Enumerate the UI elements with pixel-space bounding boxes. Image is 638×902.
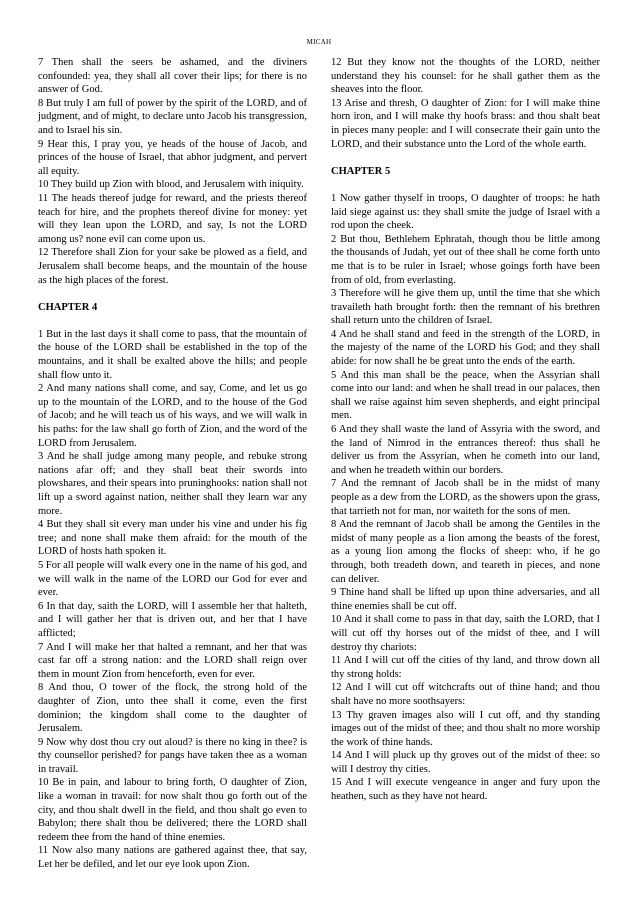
verse-paragraph: 7 Then shall the seers be ashamed, and the diviners confounded: yea, they shall all cover their lips; for there is no answer of God. bbox=[38, 57, 307, 96]
verse-paragraph: 7 And the remnant of Jacob shall be in the midst of many people as a dew from the LORD, as the showers upon the grass, that tarrieth not for man, nor waiteth for the sons of men. bbox=[331, 478, 600, 517]
verse-paragraph: 10 Be in pain, and labour to bring forth, O daughter of Zion, like a woman in travail: for now shalt thou go forth out of the city, and thou shalt dwell in the field, and thou shalt go even to Babylon; there shalt thou be delivered; there the LORD shall redeem thee from the hand of thine enemies. bbox=[38, 777, 307, 843]
verse-paragraph: 12 But they know not the thoughts of the LORD, neither understand they his counsel: for he shall gather them as the sheaves into the floor. bbox=[331, 57, 600, 96]
verse-paragraph: 1 Now gather thyself in troops, O daughter of troops: he hath laid siege against us: they shall smite the judge of Israel with a rod upon the cheek. bbox=[331, 192, 600, 232]
verse-paragraph: 15 And I will execute vengeance in anger and fury upon the heathen, such as they have not heard. bbox=[331, 777, 600, 803]
verse-paragraph: 10 They build up Zion with blood, and Jerusalem with iniquity. bbox=[38, 179, 304, 191]
verse-paragraph: 2 But thou, Bethlehem Ephratah, though thou be little among the thousands of Judah, yet out of thee shall he come forth unto me that is to be ruler in Israel; whose goings forth have been from of old, from everlasting. bbox=[331, 233, 600, 286]
verse-paragraph: 10 And it shall come to pass in that day, saith the LORD, that I will cut off thy horses out of the midst of thee, and I will destroy thy chariots: bbox=[331, 614, 600, 653]
verse-paragraph: 8 And thou, O tower of the flock, the strong hold of the daughter of Zion, unto thee shall it come, even the first dominion; the kingdom shall come to the daughter of Jerusalem. bbox=[38, 682, 307, 735]
verse-paragraph: 14 And I will pluck up thy groves out of the midst of thee: so will I destroy thy cities. bbox=[331, 750, 600, 775]
verse-paragraph: 3 And he shall judge among many people, and rebuke strong nations afar off; and they shall beat their swords into plowshares, and their spears into pruninghooks: nation shall not lift up a sword against nation, neither shall they learn war any more. bbox=[38, 451, 307, 517]
verse-paragraph: 4 And he shall stand and feed in the strength of the LORD, in the majesty of the name of the LORD his God; and they shall abide: for now shall he be great unto the ends of the earth. bbox=[331, 328, 600, 368]
verse-paragraph: 11 Now also many nations are gathered against thee, that say, Let her be defiled, and let our eye look upon Zion. bbox=[38, 845, 307, 871]
verse-paragraph: 13 Thy graven images also will I cut off, and thy standing images out of the midst of thee; and thou shalt no more worship the work of thine hands. bbox=[331, 709, 600, 748]
verse-paragraph: 6 In that day, saith the LORD, will I assemble her that halteth, and I will gather her that is driven out, and her that I have afflicted; bbox=[38, 600, 307, 639]
verse-paragraph: 3 Therefore will he give them up, until the time that she which travaileth hath brought forth: then the remnant of his brethren shall return unto the children of Israel. bbox=[331, 288, 600, 327]
verse-paragraph: 8 But truly I am full of power by the spirit of the LORD, and of judgment, and of might, to declare unto Jacob his transgression, and to Israel his sin. bbox=[38, 97, 307, 136]
chapter-heading: CHAPTER 4 bbox=[38, 301, 98, 313]
verse-paragraph: 5 For all people will walk every one in the name of his god, and we will walk in the name of the LORD our God for ever and ever. bbox=[38, 559, 307, 599]
verse-paragraph: 6 And they shall waste the land of Assyria with the sword, and the land of Nimrod in the entrances thereof: thus shall he deliver us from the Assyrian, when he cometh into our land, and when he treadeth within our borders. bbox=[331, 424, 600, 476]
verse-paragraph: 4 But they shall sit every man under his vine and under his fig tree; and none shall make them afraid: for the mouth of the LORD of hosts hath spoken it. bbox=[38, 519, 307, 558]
verse-paragraph: 9 Thine hand shall be lifted up upon thine adversaries, and all thine enemies shall be cut off. bbox=[331, 587, 600, 612]
chapter-heading: CHAPTER 5 bbox=[331, 165, 391, 177]
verse-paragraph: 5 And this man shall be the peace, when the Assyrian shall come into our land: and when he shall tread in our palaces, then shall we raise against him seven shepherds, and eight principal men. bbox=[331, 369, 600, 422]
verse-paragraph: 8 And the remnant of Jacob shall be among the Gentiles in the midst of many people as a lion among the beasts of the forest, as a young lion among the flocks of sheep: who, if he go through, both treadeth down, and teareth in pieces, and none can deliver. bbox=[331, 519, 600, 585]
verse-paragraph: 11 And I will cut off the cities of thy land, and throw down all thy strong holds: bbox=[331, 655, 600, 680]
right-column bbox=[331, 56, 600, 804]
verse-paragraph: 9 Now why dost thou cry out aloud? is there no king in thee? is thy counsellor perished? for pangs have taken thee as a woman in travail. bbox=[38, 736, 307, 775]
verse-paragraph: 11 The heads thereof judge for reward, and the priests thereof teach for hire, and the prophets thereof divine for money: yet will they lean upon the LORD, and say, Is not the LORD among us? none evil can come upon us. bbox=[38, 192, 307, 245]
left-column bbox=[38, 56, 307, 872]
verse-paragraph: 7 And I will make her that halted a remnant, and her that was cast far off a strong nation: and the LORD shall reign over them in mount Zion from henceforth, even for ever. bbox=[38, 641, 307, 680]
verse-paragraph: 9 Hear this, I pray you, ye heads of the house of Jacob, and princes of the house of Israel, that abhor judgment, and pervert all equity. bbox=[38, 138, 307, 177]
verse-paragraph: 13 Arise and thresh, O daughter of Zion: for I will make thine horn iron, and I will make thy hoofs brass: and thou shalt beat in pieces many people: and I will consecrate their gain unto the LORD, and their substance unto the Lord of the whole earth. bbox=[331, 97, 600, 150]
verse-paragraph: 1 But in the last days it shall come to pass, that the mountain of the house of the LORD shall be established in the top of the mountains, and it shall be exalted above the hills; and people shall flow unto it. bbox=[38, 328, 307, 381]
verse-paragraph: 2 And many nations shall come, and say, Come, and let us go up to the mountain of the LORD, and to the house of the God of Jacob; and he will teach us of his ways, and we will walk in his paths: for the law shall go forth of Zion, and the word of the LORD from Jerusalem. bbox=[38, 383, 307, 449]
verse-paragraph: 12 Therefore shall Zion for your sake be plowed as a field, and Jerusalem shall become heaps, and the mountain of the house as the high places of the forest. bbox=[38, 247, 307, 286]
verse-paragraph: 12 And I will cut off witchcrafts out of thine hand; and thou shalt have no more soothsayers: bbox=[331, 682, 600, 707]
running-header: MICAH bbox=[306, 38, 332, 46]
